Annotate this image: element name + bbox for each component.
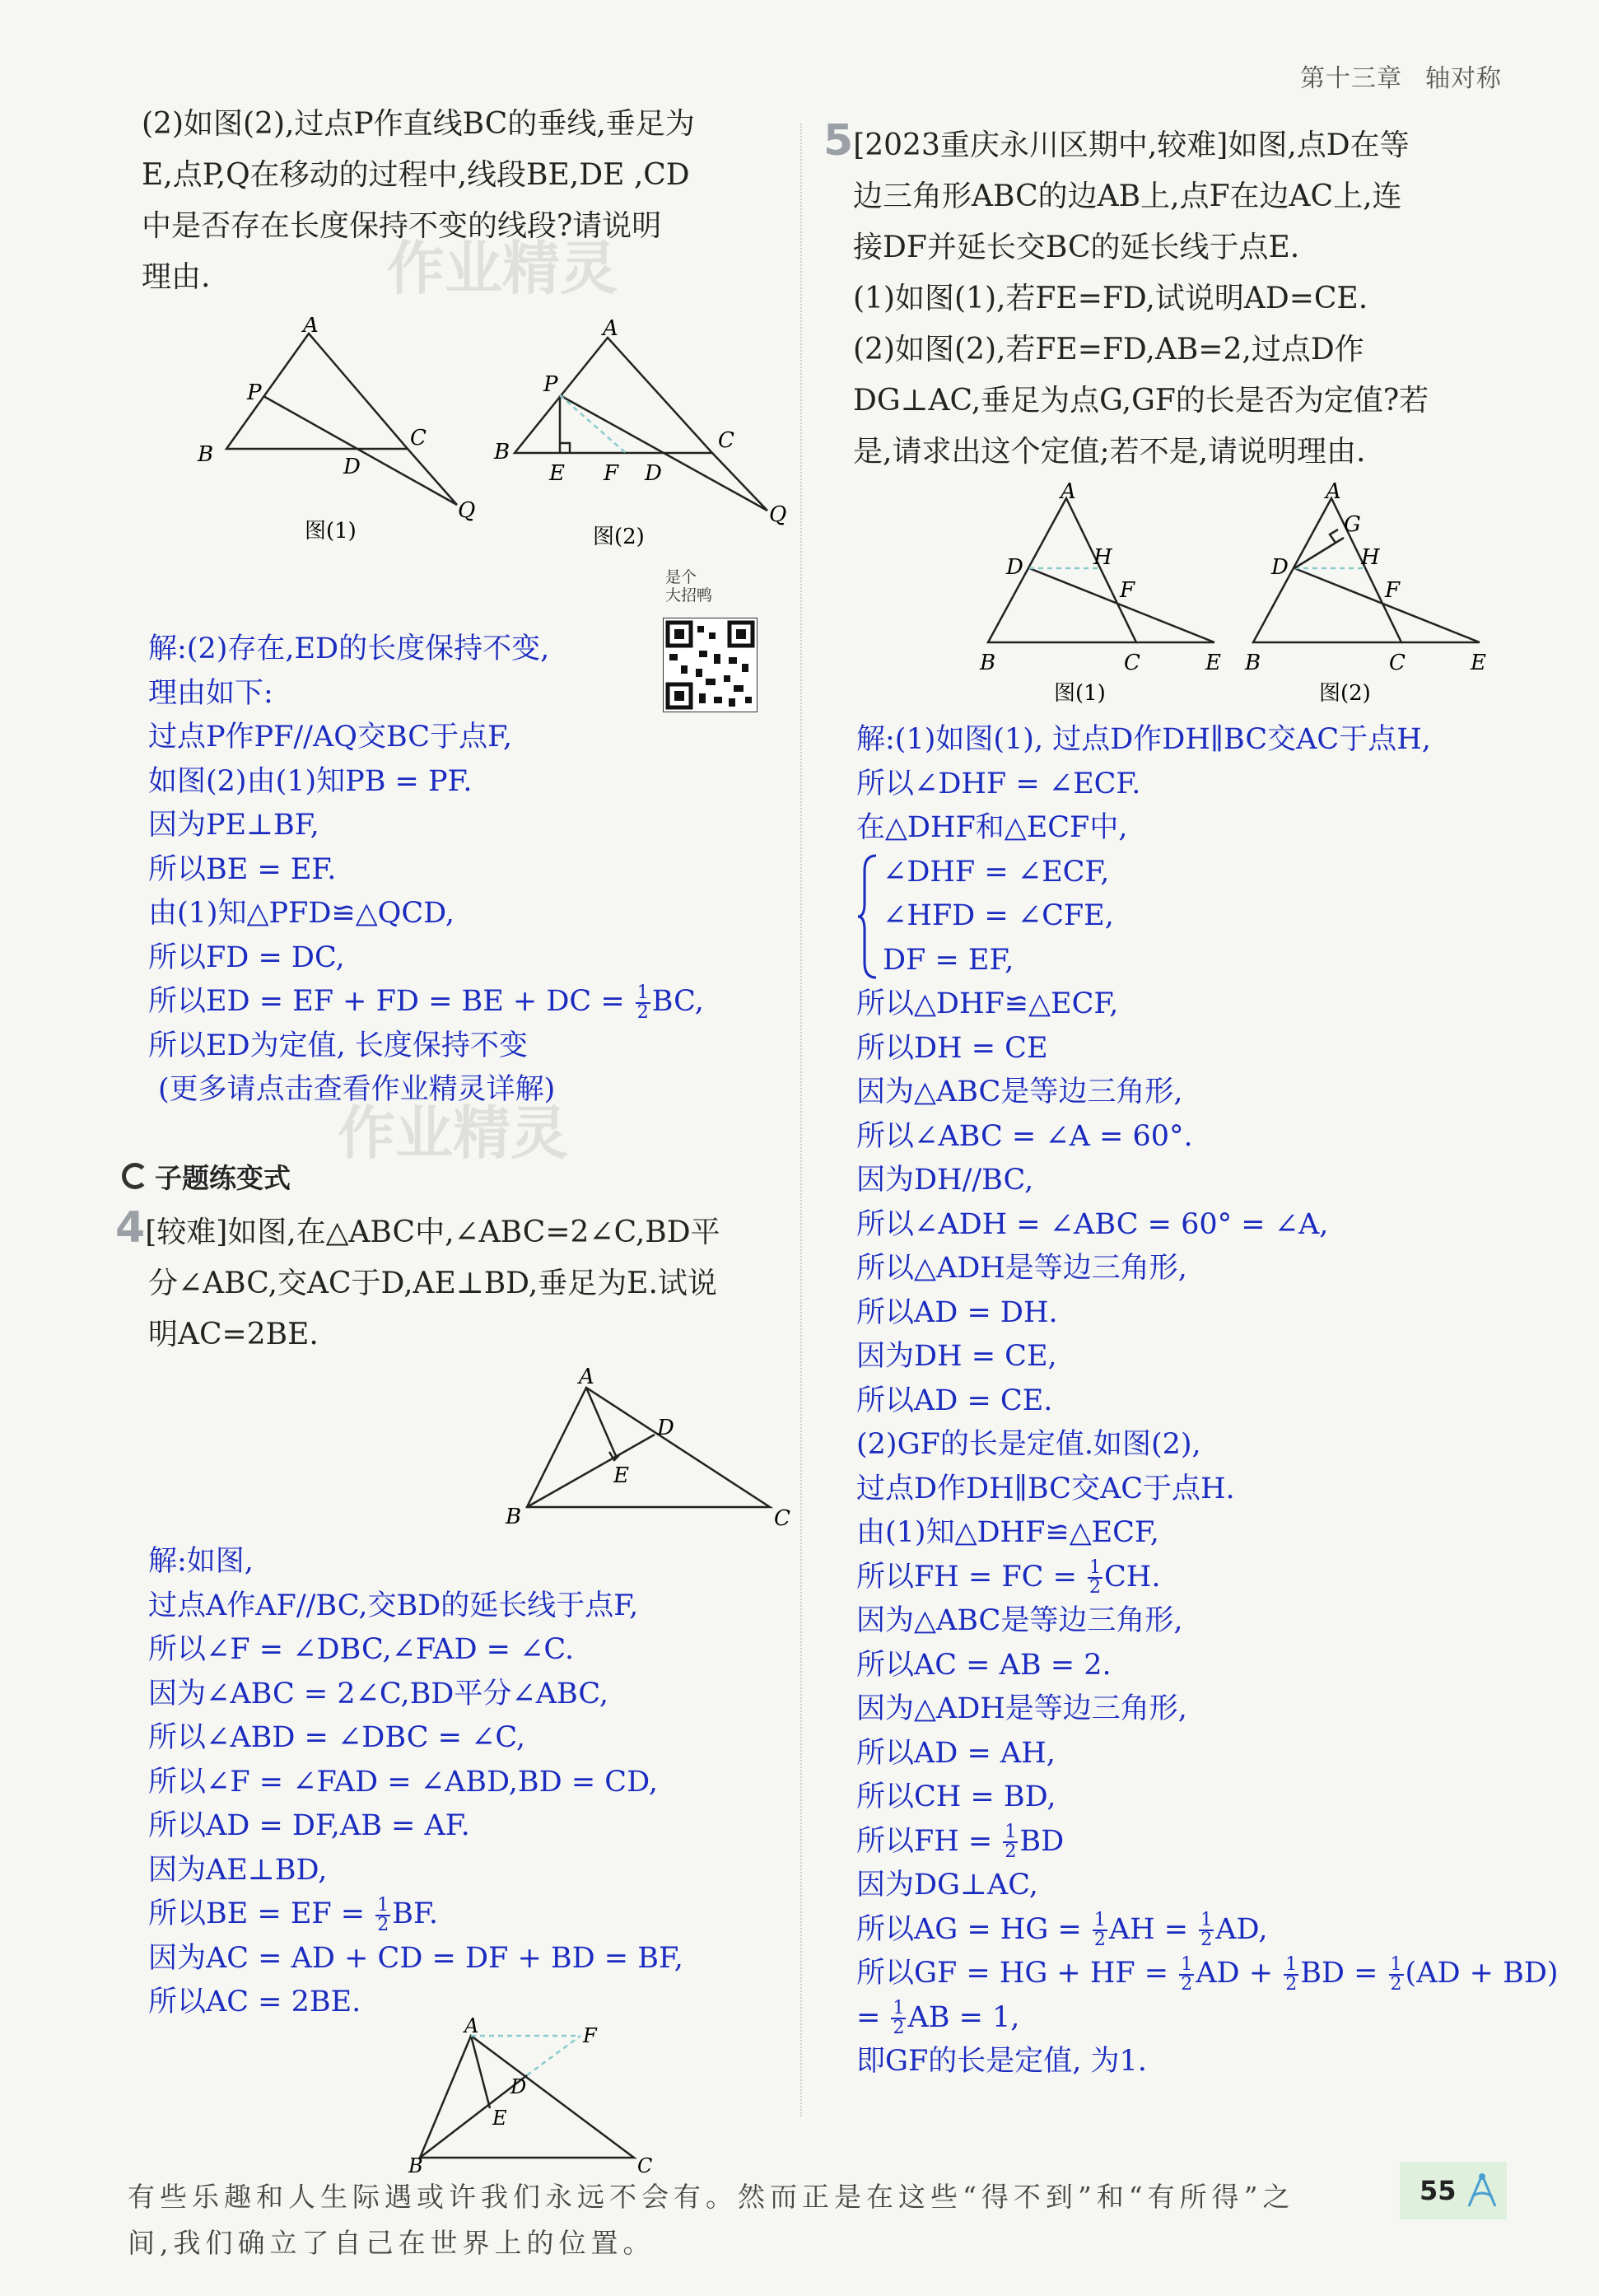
solution-line: 所以AD = AH, bbox=[856, 1736, 1056, 1770]
fig-label-c: C bbox=[410, 426, 427, 450]
solution-line: 解:如图, bbox=[148, 1545, 254, 1578]
svg-text:B: B bbox=[506, 1505, 522, 1529]
q5-line: 是,请求出这个定值;若不是,请说明理由. bbox=[853, 435, 1366, 469]
solution-line: 所以AD = DH. bbox=[856, 1295, 1058, 1329]
section-heading: 子题练变式 bbox=[122, 1157, 291, 1196]
solution-line: 过点D作DH∥BC交AC于点H. bbox=[856, 1472, 1235, 1505]
column-divider bbox=[800, 124, 802, 2116]
more-details-link[interactable]: (更多请点击查看作业精灵详解) bbox=[158, 1073, 556, 1106]
q5-line: (2)如图(2),若FE=FD,AB=2,过点D作 bbox=[853, 333, 1364, 366]
svg-text:B: B bbox=[980, 651, 996, 675]
solution-line: 过点P作PF//AQ交BC于点F, bbox=[148, 721, 513, 754]
q4-line: [较难]如图,在△ABC中,∠ABC=2∠C,BD平 bbox=[145, 1216, 720, 1249]
section-mark-icon bbox=[122, 1163, 148, 1189]
solution-line: 过点A作AF//BC,交BD的延长线于点F, bbox=[148, 1589, 639, 1622]
svg-text:D: D bbox=[1271, 555, 1289, 580]
svg-text:F: F bbox=[583, 2024, 597, 2047]
solution-line: 所以BE = EF = $\frac{1}{2}$ BF. bbox=[148, 1894, 438, 1935]
q3-line: 理由. bbox=[142, 260, 211, 294]
svg-text:A: A bbox=[1326, 482, 1341, 504]
solution-line: 因为AE⊥BD, bbox=[148, 1853, 328, 1887]
q5-line: DG⊥AC,垂足为点G,GF的长是否为定值?若 bbox=[853, 384, 1429, 418]
q4-text bbox=[115, 1202, 790, 1360]
q4-line: 明AC=2BE. bbox=[148, 1318, 319, 1351]
question-number: 4 bbox=[115, 1203, 146, 1253]
fraction-half: $\frac{1}{2}$ bbox=[1005, 1822, 1017, 1862]
brace-system bbox=[856, 851, 1559, 983]
solution-line: 所以FD = DC, bbox=[148, 940, 345, 974]
solution-line: 因为AC = AD + CD = DF + BD = BF, bbox=[148, 1941, 683, 1975]
qr-label-line: 大招鸭 bbox=[665, 586, 713, 604]
solution-line: 所以ED = EF + FD = BE + DC = $\frac{1}{2}$ BC, bbox=[148, 982, 704, 1023]
svg-text:F: F bbox=[1120, 578, 1135, 603]
solution-line: 所以DH = CE bbox=[856, 1031, 1048, 1065]
compass-icon bbox=[1464, 2172, 1500, 2210]
solution-line: 由(1)知△DHF≌△ECF, bbox=[856, 1516, 1159, 1549]
solution-line: 所以FH = $\frac{1}{2}$ BD bbox=[856, 1822, 1065, 1862]
solution-line: 所以∠ABD = ∠DBC = ∠C, bbox=[148, 1721, 526, 1754]
solution-line: 因为△ADH是等边三角形, bbox=[856, 1692, 1187, 1725]
chapter-topic: 轴对称 bbox=[1425, 64, 1502, 93]
solution-line: 因为PE⊥BF, bbox=[148, 809, 319, 842]
watermark: 作业精灵 bbox=[387, 235, 618, 302]
solution-line: 所以∠F = ∠FAD = ∠ABD,BD = CD, bbox=[148, 1765, 659, 1799]
svg-text:H: H bbox=[1361, 545, 1380, 570]
svg-text:D: D bbox=[1006, 555, 1023, 580]
question-number: 5 bbox=[823, 116, 854, 166]
solution-line: 解:(1)如图(1), 过点D作DH∥BC交AC于点H, bbox=[856, 723, 1431, 756]
fig-label-a: A bbox=[603, 317, 618, 341]
q3-figures bbox=[181, 317, 790, 556]
q5-line: (1)如图(1),若FE=FD,试说明AD=CE. bbox=[853, 282, 1368, 315]
q4-solution bbox=[148, 1540, 683, 2025]
fraction-half: $\frac{1}{2}$ bbox=[1089, 1557, 1102, 1598]
svg-text:A: A bbox=[464, 2018, 479, 2037]
solution-line: 所以AC = 2BE. bbox=[148, 1986, 361, 2018]
svg-text:H: H bbox=[1093, 545, 1112, 570]
watermark: 作业精灵 bbox=[338, 1099, 568, 1167]
solution-line: 如图(2)由(1)知PB = PF. bbox=[148, 764, 473, 798]
fig-label-p: P bbox=[247, 380, 262, 405]
svg-text:E: E bbox=[1471, 651, 1486, 675]
svg-text:F: F bbox=[1385, 578, 1401, 603]
q3-solution bbox=[148, 628, 704, 1113]
svg-text:A: A bbox=[1061, 482, 1076, 504]
q3-fig1-caption: 图(1) bbox=[305, 519, 357, 544]
fraction-half: $\frac{1}{2}$ bbox=[1390, 1953, 1402, 1995]
svg-text:C: C bbox=[637, 2154, 653, 2174]
solution-line: 因为△ABC是等边三角形, bbox=[856, 1076, 1183, 1108]
fig-label-b: B bbox=[198, 442, 214, 467]
fraction-half: $\frac{1}{2}$ bbox=[893, 1998, 905, 2038]
svg-text:E: E bbox=[492, 2107, 507, 2130]
solution-line: 所以∠ADH = ∠ABC = 60° = ∠A, bbox=[856, 1207, 1329, 1241]
chapter-label: 第十三章 bbox=[1300, 64, 1402, 93]
solution-line: 所以△DHF≌△ECF, bbox=[856, 987, 1119, 1020]
page-number: 55 bbox=[1400, 2162, 1507, 2219]
svg-text:E: E bbox=[613, 1463, 629, 1488]
solution-line: 因为DH = CE, bbox=[856, 1340, 1057, 1373]
fig-label-e: E bbox=[549, 461, 565, 486]
q5-solution bbox=[856, 718, 1559, 2084]
solution-line: 解:(2)存在,ED的长度保持不变, bbox=[148, 632, 550, 665]
fig-label-d: D bbox=[343, 455, 361, 479]
svg-text:D: D bbox=[510, 2075, 527, 2098]
fraction-half: $\frac{1}{2}$ bbox=[1200, 1910, 1213, 1950]
fraction-half: $\frac{1}{2}$ bbox=[1285, 1953, 1298, 1995]
svg-text:D: D bbox=[657, 1416, 674, 1440]
q4-line: 分∠ABC,交AC于D,AE⊥BD,垂足为E.试说 bbox=[148, 1267, 717, 1300]
q3-line: E,点P,Q在移动的过程中,线段BE,DE ,CD bbox=[142, 158, 690, 192]
solution-line: ∠HFD = ∠CFE, bbox=[883, 899, 1114, 932]
solution-line: 所以AC = AB = 2. bbox=[856, 1648, 1112, 1682]
solution-line: 所以∠DHF = ∠ECF. bbox=[856, 767, 1141, 800]
q3-line: (2)如图(2),过点P作直线BC的垂线,垂足为 bbox=[142, 107, 695, 141]
solution-line: 因为DG⊥AC, bbox=[856, 1869, 1038, 1902]
svg-text:B: B bbox=[1245, 651, 1261, 675]
fig-label-q: Q bbox=[458, 498, 476, 523]
solution-line: 所以∠F = ∠DBC,∠FAD = ∠C. bbox=[148, 1633, 575, 1666]
q5-line: [2023重庆永川区期中,较难]如图,点D在等 bbox=[853, 128, 1410, 162]
svg-text:A: A bbox=[579, 1367, 594, 1389]
solution-line: 因为△ABC是等边三角形, bbox=[856, 1604, 1183, 1637]
fig-label-c: C bbox=[718, 428, 734, 453]
fig-label-p: P bbox=[543, 372, 558, 397]
q5-fig2-caption: 图(2) bbox=[1319, 681, 1371, 706]
solution-line: 所以BE = EF. bbox=[148, 852, 337, 886]
q3-figure-1 bbox=[226, 334, 457, 505]
solution-line: 所以AD = DF,AB = AF. bbox=[148, 1809, 470, 1842]
fig-label-a: A bbox=[303, 317, 319, 338]
q5-figures bbox=[963, 482, 1507, 712]
q4-figure bbox=[494, 1367, 790, 1532]
fraction-half: $\frac{1}{2}$ bbox=[636, 982, 649, 1023]
q5-line: 边三角形ABC的边AB上,点F在边AC上,连 bbox=[853, 180, 1402, 213]
svg-text:B: B bbox=[408, 2154, 423, 2174]
solution-line: 所以ED为定值, 长度保持不变 bbox=[148, 1029, 528, 1062]
svg-text:C: C bbox=[1124, 651, 1140, 675]
solution-line: 所以∠ABC = ∠A = 60°. bbox=[856, 1119, 1193, 1153]
footer-line: 有些乐趣和人生际遇或许我们永远不会有。然而正是在这些“得不到”和“有所得”之 bbox=[128, 2181, 1295, 2213]
fig-label-f: F bbox=[604, 461, 619, 486]
svg-text:G: G bbox=[1344, 512, 1361, 537]
q3-line: 中是否存在长度保持不变的线段?请说明 bbox=[142, 209, 662, 243]
solution-line: 因为DH//BC, bbox=[856, 1164, 1034, 1197]
solution-line: 所以△ADH是等边三角形, bbox=[856, 1252, 1187, 1285]
solution-line: 理由如下: bbox=[148, 676, 273, 710]
solution-line: = $\frac{1}{2}$ AB = 1, bbox=[856, 1998, 1020, 2038]
q5-text bbox=[823, 115, 1499, 478]
left-brace-icon bbox=[856, 854, 879, 979]
q5-line: 接DF并延长交BC的延长线于点E. bbox=[853, 231, 1300, 264]
solution-line: 即GF的长是定值, 为1. bbox=[856, 2045, 1147, 2078]
fraction-half: $\frac{1}{2}$ bbox=[1093, 1910, 1106, 1950]
solution-line: 所以AG = HG = $\frac{1}{2}$ AH = $\frac{1}{2}$ AD, bbox=[856, 1910, 1268, 1950]
q5-fig1-caption: 图(1) bbox=[1054, 681, 1106, 706]
chapter-header bbox=[1300, 58, 1502, 94]
solution-line: 所以FH = FC = $\frac{1}{2}$ CH. bbox=[856, 1557, 1161, 1598]
footer-line: 间,我们确立了自己在世界上的位置。 bbox=[128, 2227, 655, 2259]
solution-line: 在△DHF和△ECF中, bbox=[856, 811, 1128, 844]
fraction-half: $\frac{1}{2}$ bbox=[1181, 1953, 1193, 1995]
fig-label-d: D bbox=[645, 461, 662, 486]
solution-line: 由(1)知△PFD≌△QCD, bbox=[148, 897, 455, 930]
solution-line: 所以GF = HG + HF = $\frac{1}{2}$ AD + $\frac{1}{2}$ BD = $\frac{1}{2}$ (AD + BD) bbox=[856, 1953, 1559, 1995]
solution-line: 因为∠ABC = 2∠C,BD平分∠ABC, bbox=[148, 1677, 608, 1710]
q4-solution-figure bbox=[395, 2018, 659, 2174]
solution-line: ∠DHF = ∠ECF, bbox=[883, 855, 1110, 889]
svg-text:C: C bbox=[774, 1506, 790, 1531]
svg-text:C: C bbox=[1389, 651, 1406, 675]
q3-fig2-caption: 图(2) bbox=[593, 525, 645, 549]
solution-line: 所以CH = BD, bbox=[856, 1780, 1056, 1813]
solution-line: 所以AD = CE. bbox=[856, 1384, 1053, 1417]
fig-label-q: Q bbox=[769, 502, 787, 527]
fig-label-b: B bbox=[494, 440, 510, 464]
solution-line: DF = EF, bbox=[883, 943, 1014, 977]
footer-quote bbox=[128, 2174, 1294, 2266]
qr-label-line: 是个 bbox=[665, 568, 697, 586]
svg-text:E: E bbox=[1205, 651, 1221, 675]
solution-line: (2)GF的长是定值.如图(2), bbox=[856, 1428, 1201, 1461]
fraction-half: $\frac{1}{2}$ bbox=[377, 1894, 389, 1935]
